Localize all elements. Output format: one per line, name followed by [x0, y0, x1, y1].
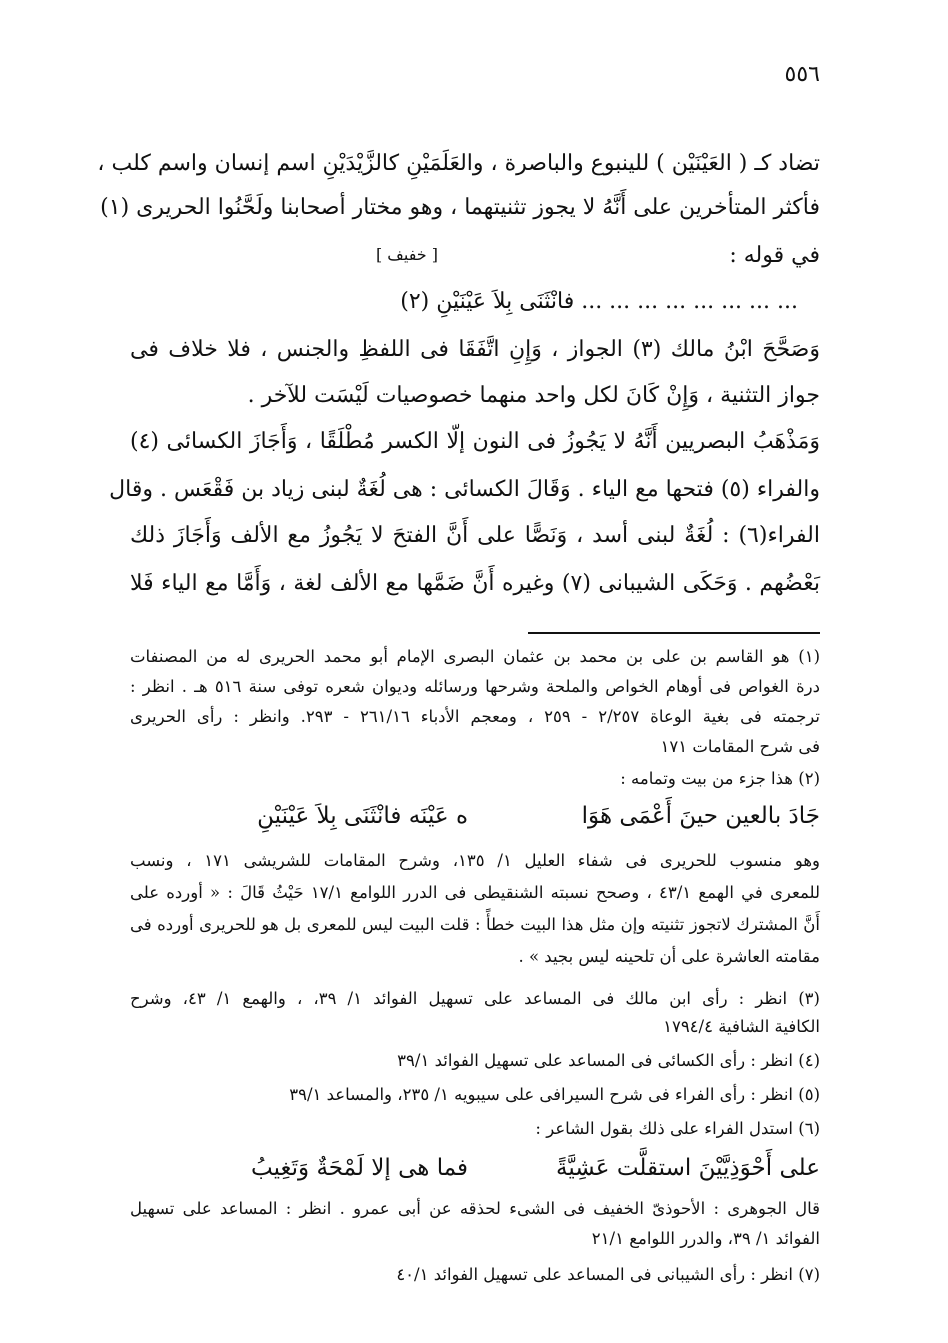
- footnote-6-line-2: الفوائد ١/ ٣٩، والدرر اللوامع ٢١/١: [591, 1229, 820, 1248]
- body-line-7: والفراء (٥) فتحها مع الياء . وَقَالَ الكسائى : هى لُغَةٌ لبنى زياد بن فَقْعَس . وقال: [109, 477, 820, 502]
- footnote-separator: [528, 632, 820, 634]
- meter-label: [ خفيف ]: [375, 245, 438, 264]
- body-line-4: وَصَحَّحَ ابْنُ مالك (٣) الجواز ، وَإِنِ اتَّفَقَا فى اللفظِ والجنس ، فلا خلاف فى: [130, 337, 820, 362]
- body-line-1: تضاد كـ ( العَيْنَيْن ) للينبوع والباصرة ، والعَلَمَيْنِ كالزَّيْدَيْنِ اسم إنسان واسم كلب ،: [97, 151, 820, 176]
- footnote-4: (٤) انظر : رأى الكسائى فى المساعد على تسهيل الفوائد ٣٩/١: [397, 1051, 820, 1070]
- footnote-2-verse-second-hemistich: ه عَيْنَه فانْثَنَى بِلاَ عَيْنَيْنِ: [257, 803, 468, 829]
- footnote-6-verse-first-hemistich: على أَحْوَذِيَّيْنَ استقلَّت عَشِيَّةً: [556, 1155, 820, 1181]
- footnote-3-line-1: (٣) انظر : رأى ابن مالك فى المساعد على تسهيل الفوائد ١/ ٣٩، ، والهمع ١/ ٤٣، وشرح: [130, 989, 820, 1008]
- footnote-2-line-3: أَنَّ المشترك لاتجوز تثنيته وإن مثل هذا البيت خطأً : قلت البيت ليس للمعرى بل هو للحريرى أورده فى: [130, 915, 820, 934]
- footnote-2-verse-first-hemistich: جَادَ بالعين حينَ أَعْمَى هَوَا: [581, 803, 820, 829]
- footnote-1-line-4: فى شرح المقامات ١٧١: [660, 737, 820, 756]
- body-line-6: وَمَذْهَبُ البصريين أَنَّهُ لا يَجُوزُ فى النون إلّا الكسر مُطْلَقًا ، وَأَجَازَ الكسائى (٤): [130, 429, 821, 454]
- footnote-1-line-3: ترجمته فى بغية الوعاة ٢/٢٥٧ - ٢٥٩ ، ومعجم الأدباء ٢٦١/١٦ - ٢٩٣. وانظر : رأى الحريرى: [130, 707, 820, 726]
- footnote-7: (٧) انظر : رأى الشيبانى فى المساعد على تسهيل الفوائد ٤٠/١: [396, 1265, 820, 1284]
- page-number: ٥٥٦: [784, 62, 820, 87]
- body-line-9: بَعْضُهم . وَحَكَى الشيبانى (٧) وغيره أَنَّ ضَمَّها مع الألف لغة ، وَأَمَّا مع الياء فَلا: [130, 571, 820, 596]
- footnote-3-line-2: الكافية الشافية ١٧٩٤/٤: [663, 1017, 820, 1036]
- footnote-2-line-4: مقامته العاشرة على أن تلحينه ليس بجيد » .: [518, 947, 820, 966]
- footnote-2-intro: (٢) هذا جزء من بيت وتمامه :: [620, 769, 820, 788]
- body-line-3: في قوله :: [729, 243, 820, 268]
- body-line-2: فأكثر المتأخرين على أَنَّهُ لا يجوز تثنيتهما ، وهو مختار أصحابنا ولَحَّنُوا الحريرى (١): [100, 195, 820, 220]
- body-line-8: الفراء(٦) : لُغَةٌ لبنى أسد ، وَنَصًّا على أَنَّ الفتحَ لا يَجُوزُ مع الألف وَأَجَازَ ذلك: [130, 523, 820, 548]
- footnote-2-line-2: للمعرى في الهمع ٤٣/١ ، وصحح نسبته الشنقيطى فى الدرر اللوامع ١٧/١ حَيْثُ قَالَ : « أورده على: [130, 883, 820, 902]
- footnote-1-line-1: (١) هو القاسم بن على بن محمد بن عثمان البصرى الإمام أبو محمد الحريرى له من المصنفات: [130, 647, 820, 666]
- footnote-2-line-1: وهو منسوب للحريرى فى شفاء العليل ١/ ١٣٥، وشرح المقامات للشريشى ١٧١ ، ونسب: [130, 851, 821, 870]
- footnote-6-line-1: قال الجوهرى : الأحوذىّ الخفيف فى الشىء لحذقه عن أبى عمرو . انظر : المساعد على تسهيل: [130, 1199, 820, 1218]
- body-line-5: جواز التثنية ، وَإِنْ كَانَ لكل واحد منهما خصوصيات لَيْسَت للآخر .: [247, 383, 820, 408]
- footnote-1-line-2: درة الغواص فى أوهام الخواص والملحة وشرحها ورسائله وديوان شعره توفى سنة ٥١٦ هـ . انظر :: [130, 677, 820, 696]
- footnote-6-intro: (٦) استدل الفراء على ذلك بقول الشاعر :: [535, 1119, 820, 1138]
- footnote-5: (٥) انظر : رأى الفراء فى شرح السيرافى على سيبويه ١/ ٢٣٥، والمساعد ٣٩/١: [289, 1085, 820, 1104]
- body-verse-line: ... ... ... ... ... ... ... ... فانْثَنَى بِلاَ عَيْنَيْنِ (٢): [400, 289, 798, 314]
- footnote-6-verse-second-hemistich: فما هى إلا لَمْحَةٌ وَتَغِيبُ: [251, 1155, 468, 1181]
